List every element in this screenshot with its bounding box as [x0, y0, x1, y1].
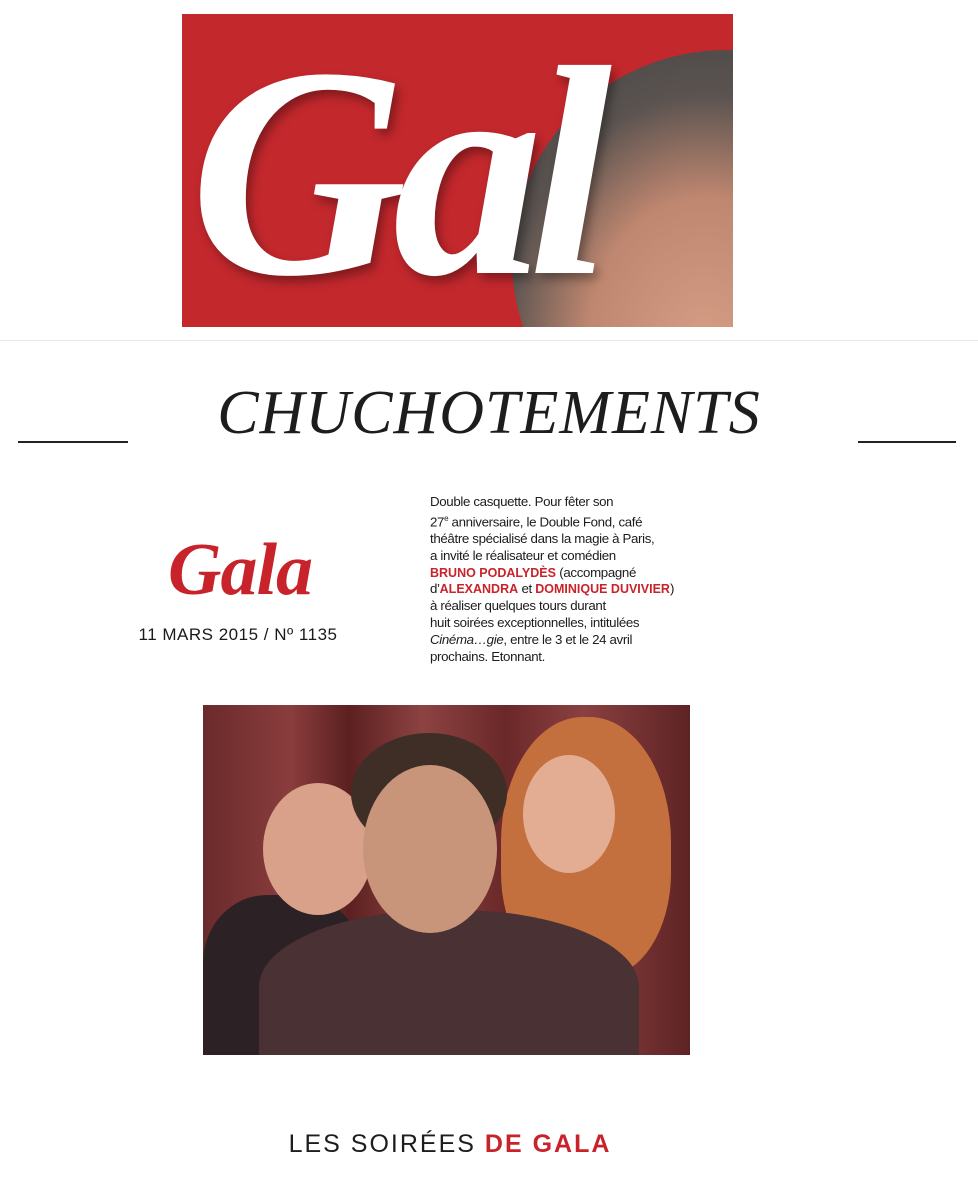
article-line: huit soirées exceptionnelles, intitulées — [430, 615, 640, 630]
article-line — [430, 632, 676, 649]
article-line-rest: anniversaire, le Double Fond, café — [448, 514, 643, 530]
person-name: DOMINIQUE DUVIVIER — [535, 582, 670, 597]
masthead-logo: Gal — [190, 14, 598, 327]
article-line: à réaliser quelques tours durant — [430, 598, 606, 614]
article-line: théâtre spécialisé dans la magie à Paris, — [430, 531, 655, 547]
article-line-rest: (accompagné — [555, 564, 637, 580]
group-photo — [203, 705, 690, 1055]
footer-highlight: DE GALA — [484, 1130, 612, 1158]
show-title: Cinéma…gie — [430, 631, 504, 647]
ordinal-suffix: e — [444, 513, 449, 523]
article-text-part: d’ — [430, 581, 440, 597]
article-text-part: ) — [669, 581, 675, 597]
article-line — [430, 565, 676, 582]
article-text-part: et — [518, 581, 536, 597]
woman-face — [523, 755, 615, 873]
article-line — [430, 511, 676, 531]
article-line-rest: , entre le 3 et le 24 avril — [503, 631, 633, 647]
person-name: ALEXANDRA — [439, 582, 519, 597]
center-man-face — [363, 765, 497, 933]
footer-prefix: LES SOIRÉES — [288, 1130, 485, 1158]
article-text — [430, 494, 676, 665]
article-line: a invité le réalisateur et comédien — [430, 547, 616, 563]
person-name: BRUNO PODALYDÈS — [430, 565, 556, 580]
article-line: prochains. Etonnant. — [430, 648, 545, 664]
article-line — [430, 581, 676, 598]
gala-logo: Gala — [168, 529, 312, 611]
issue-line: 11 MARS 2015 / Nº 1135 — [138, 625, 338, 644]
section-title: CHUCHOTEMENTS — [217, 379, 761, 447]
article-line: Double casquette. Pour fêter son — [430, 494, 614, 509]
ordinal-number: 27 — [430, 514, 445, 530]
gala-masthead — [182, 14, 733, 327]
title-rule-right — [858, 441, 956, 443]
footer-tagline — [180, 1130, 720, 1159]
center-man-body — [259, 910, 639, 1055]
